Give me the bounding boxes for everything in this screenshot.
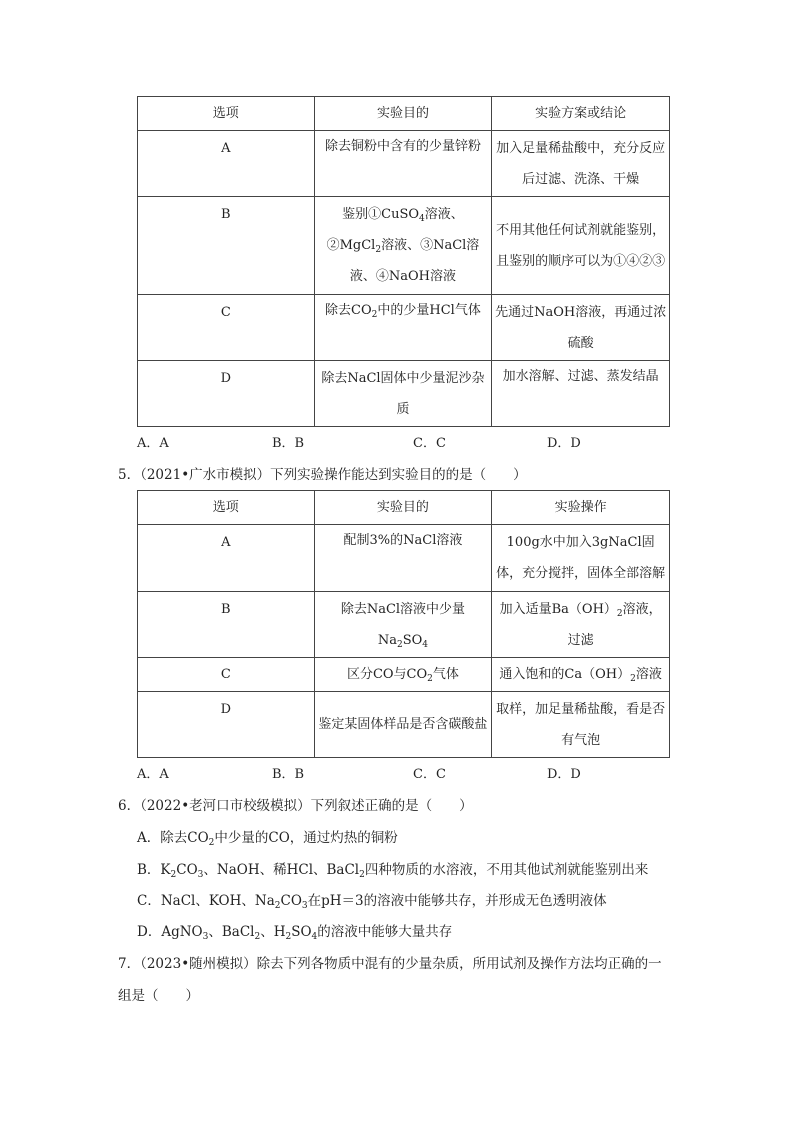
header-purpose: 实验目的	[314, 491, 492, 525]
header-purpose: 实验目的	[314, 97, 492, 131]
table-row	[138, 525, 670, 592]
header-option: 选项	[138, 97, 315, 131]
question-5-stem: 5．（2021•广水市模拟）下列实验操作能达到实验目的的是（ ）	[118, 467, 527, 483]
row-operation: 通入饱和的$Ca(OH)_2$溶液	[492, 658, 670, 692]
option-a: A．A	[137, 436, 169, 451]
table-row	[138, 131, 670, 197]
option-b: B．B	[272, 436, 305, 451]
question-6-stem: 6．（2022•老河口市校级模拟）下列叙述正确的是（ ）	[118, 798, 473, 814]
row-plan: 先通过NaOH溶液，再通过浓硫酸	[492, 295, 670, 361]
header-option: 选项	[138, 491, 315, 525]
table-row	[138, 295, 670, 361]
table-q4	[137, 96, 670, 427]
row-purpose: 鉴定某固体样品是否含碳酸盐	[314, 692, 492, 758]
row-purpose: 除去$CO_2$中的少量HCl气体	[314, 295, 492, 361]
row-operation: 100g水中加入3gNaCl固体，充分搅拌，固体全部溶解	[492, 525, 670, 592]
row-option: B	[138, 592, 315, 658]
option-c: C．C	[413, 436, 446, 451]
question-7-stem-line1: 7．（2023•随州模拟）除去下列各物质中混有的少量杂质，所用试剂及操作方法均正确的一	[118, 956, 662, 972]
row-purpose: 除去NaCl溶液中少量$Na_2SO_4$	[314, 592, 492, 658]
answer-options-q5	[137, 765, 670, 785]
row-option: D	[138, 692, 315, 758]
row-option: C	[138, 658, 315, 692]
row-purpose: 区分CO与$CO_2$气体	[314, 658, 492, 692]
table-row	[138, 361, 670, 427]
table-row	[138, 658, 670, 692]
table-header-row	[138, 97, 670, 131]
option-a: A．A	[137, 767, 169, 782]
row-option: C	[138, 295, 315, 361]
row-option: A	[138, 131, 315, 197]
question-6-choice-a: A．除去$CO_2$中少量的CO，通过灼热的铜粉	[137, 830, 398, 848]
question-6-choice-d: D．AgNO$_3$、BaCl$_2$、$H_2SO_4$的溶液中能够大量共存	[137, 924, 453, 942]
table-row	[138, 197, 670, 295]
option-d: D．D	[547, 436, 581, 451]
option-c: C．C	[413, 767, 446, 782]
row-option: A	[138, 525, 315, 592]
question-6-choice-b: B．$K_2CO_3$、NaOH、稀HCl、BaCl$_2$四种物质的水溶液，不用其他试剂就能鉴别出来	[137, 862, 649, 880]
table-header-row	[138, 491, 670, 525]
table-row	[138, 692, 670, 758]
row-purpose: 除去NaCl固体中少量泥沙杂质	[314, 361, 492, 427]
header-plan: 实验方案或结论	[492, 97, 670, 131]
row-purpose: 除去铜粉中含有的少量锌粉	[314, 131, 492, 197]
row-plan: 加水溶解、过滤、蒸发结晶	[492, 361, 670, 427]
option-d: D．D	[547, 767, 581, 782]
question-7-stem-line2: 组是（ ）	[118, 988, 199, 1004]
row-operation: 取样，加足量稀盐酸，看是否有气泡	[492, 692, 670, 758]
row-option: D	[138, 361, 315, 427]
row-plan: 加入足量稀盐酸中，充分反应后过滤、洗涤、干燥	[492, 131, 670, 197]
question-6-choice-c: C．NaCl、KOH、$Na_2CO_3$在pH＝3的溶液中能够共存，并形成无色透明液体	[137, 893, 607, 911]
row-option: B	[138, 197, 315, 295]
table-row	[138, 592, 670, 658]
option-b: B．B	[272, 767, 305, 782]
row-plan: 不用其他任何试剂就能鉴别，且鉴别的顺序可以为①④②③	[492, 197, 670, 295]
row-operation: 加入适量$Ba(OH)_2$溶液，过滤	[492, 592, 670, 658]
answer-options-q4	[137, 434, 670, 454]
row-purpose: 配制3%的NaCl溶液	[314, 525, 492, 592]
table-q5	[137, 490, 670, 758]
row-purpose: 鉴别①CuSO$_4$溶液、②MgCl$_2$溶液、③NaCl溶液、④NaOH溶液	[314, 197, 492, 295]
header-operation: 实验操作	[492, 491, 670, 525]
